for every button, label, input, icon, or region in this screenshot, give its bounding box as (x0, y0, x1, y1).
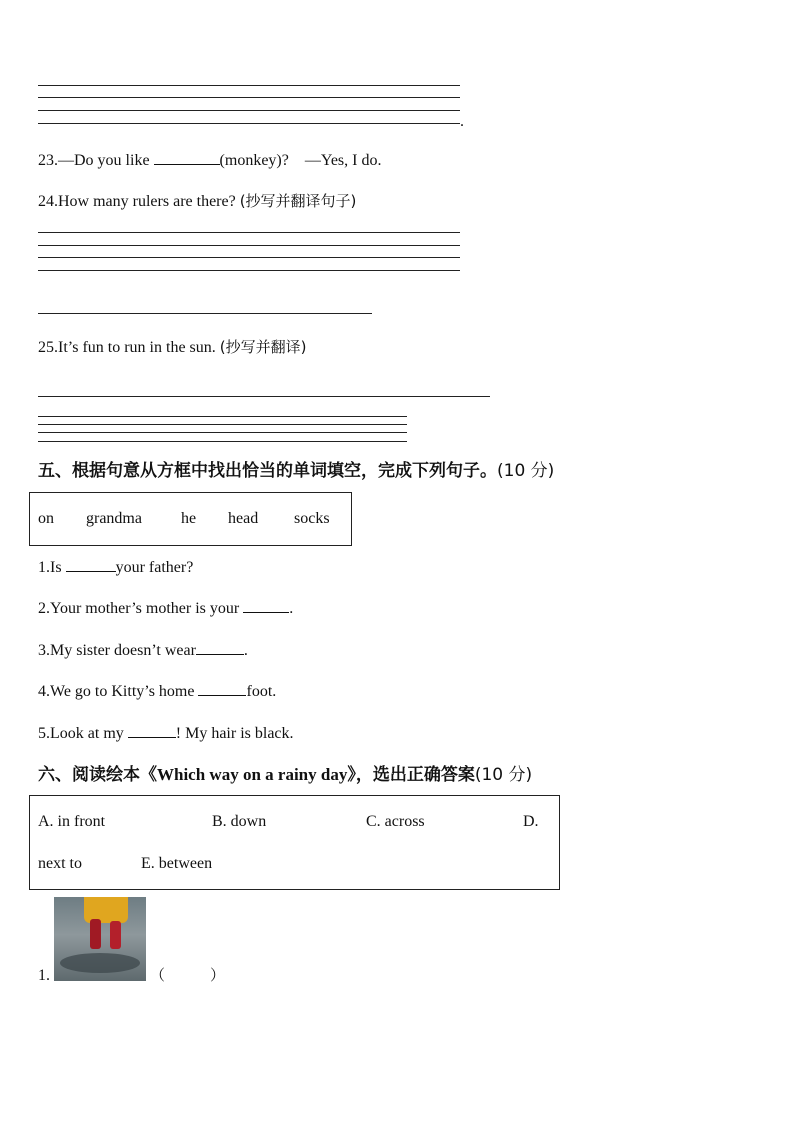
writing-line (38, 257, 460, 258)
word-option: socks (294, 510, 330, 527)
question-text: 4.We go to Kitty’s home (38, 683, 199, 700)
writing-line (38, 424, 407, 425)
line-end-period: . (460, 113, 464, 130)
reply-text: Yes, I do. (320, 152, 382, 169)
word-option: grandma (86, 510, 142, 527)
word-option: he (181, 510, 197, 527)
question-number: 23. (38, 152, 58, 169)
fill-question (38, 640, 248, 661)
writing-line (38, 432, 407, 433)
question-23 (38, 150, 381, 171)
boot-shape (110, 921, 121, 949)
section-title-text: 》，选出正确答案 (347, 765, 475, 785)
question-text: your father? (115, 559, 194, 576)
puddle-shape (60, 953, 140, 973)
writing-line (38, 85, 460, 86)
question-text: 1.Is (38, 559, 66, 576)
answer-blank[interactable] (198, 681, 246, 696)
boot-shape (90, 919, 101, 949)
question-24 (38, 191, 356, 212)
question-number: 24. (38, 193, 58, 210)
question-text: 3.My sister doesn’t wear (38, 642, 196, 659)
section-title-text: 六、阅读绘本《 (38, 765, 157, 785)
section-title-text: 五、根据句意从方框中找出恰当的单词填空，完成下列句子。 (38, 461, 497, 481)
question-text: It’s fun to run in the sun. (58, 339, 220, 356)
writing-line (38, 245, 460, 246)
option-b: B. down (212, 813, 267, 830)
word-option: on (38, 510, 54, 527)
writing-line (38, 232, 460, 233)
book-title: Which way on a rainy day (157, 765, 348, 784)
dash: — (304, 152, 321, 169)
option-a: A. in front (38, 813, 106, 830)
translation-line (38, 396, 490, 397)
writing-line (38, 123, 460, 124)
translation-line (38, 313, 372, 314)
option-d-text: next to (38, 855, 82, 872)
question-text: 5.Look at my (38, 725, 128, 742)
instruction-text: (抄写并翻译) (219, 338, 307, 356)
question-text: ! My hair is black. (175, 725, 294, 742)
fill-question (38, 598, 293, 619)
answer-blank[interactable] (154, 150, 220, 165)
answer-blank[interactable] (66, 557, 116, 572)
writing-line (38, 110, 460, 111)
question-number: 1. (38, 967, 50, 984)
question-text: foot. (246, 683, 277, 700)
fill-question (38, 557, 193, 578)
instruction-text: (抄写并翻译句子) (239, 192, 357, 210)
word-option: head (228, 510, 259, 527)
question-text: Do you like (74, 152, 154, 169)
question-text: . (243, 642, 248, 659)
section-5-title (38, 460, 554, 482)
hint-text: (monkey)? (219, 152, 289, 169)
answer-parentheses[interactable]: （ ） (150, 966, 226, 984)
fill-question (38, 681, 276, 702)
writing-line (38, 97, 460, 98)
question-text: How many rulers are there? (58, 193, 240, 210)
answer-blank[interactable] (196, 640, 244, 655)
option-d-letter: D. (523, 813, 539, 830)
question-25 (38, 337, 306, 358)
section-6-title (38, 764, 532, 786)
writing-line (38, 441, 407, 442)
question-number: 25. (38, 339, 58, 356)
question-text: . (289, 600, 294, 617)
dash: — (58, 152, 74, 169)
question-text: 2.Your mother’s mother is your (38, 600, 244, 617)
option-e: E. between (141, 855, 213, 872)
fill-question (38, 723, 294, 744)
option-c: C. across (366, 813, 425, 830)
writing-line (38, 416, 407, 417)
section-score: (10 分) (497, 461, 555, 481)
writing-line (38, 270, 460, 271)
options-box (29, 795, 560, 890)
rainy-day-boots-image (54, 897, 146, 981)
answer-blank[interactable] (128, 723, 176, 738)
section-score: (10 分) (474, 765, 533, 785)
answer-blank[interactable] (243, 598, 289, 613)
